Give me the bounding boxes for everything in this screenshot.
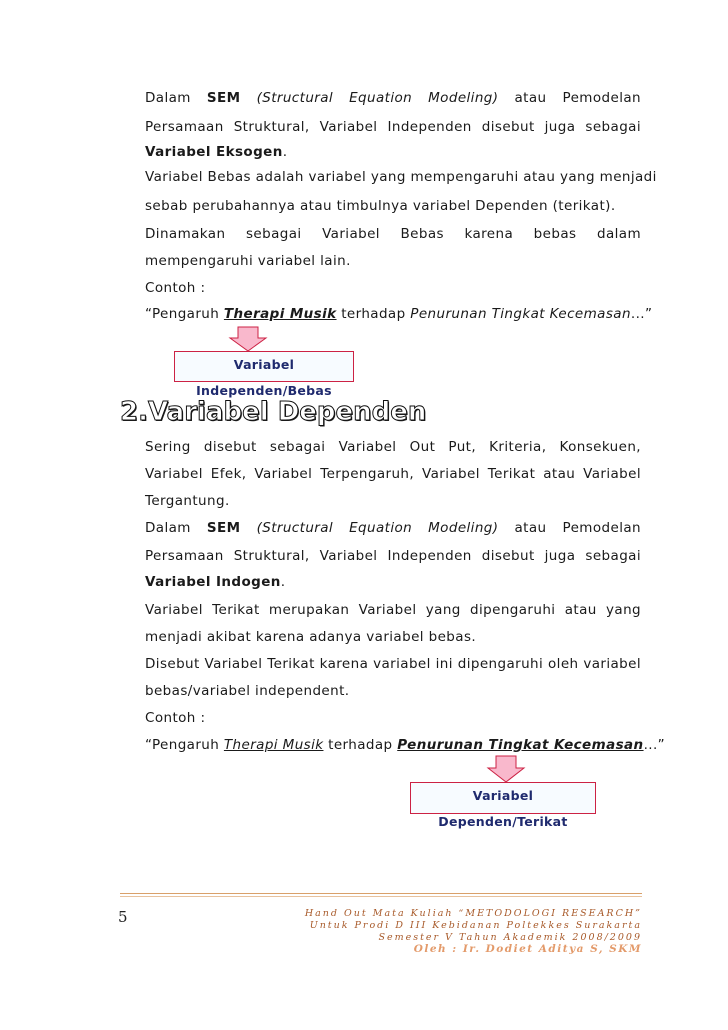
paragraph-line: menjadi akibat karena adanya variabel bebas. bbox=[145, 629, 477, 645]
paragraph-line: Variabel Efek, Variabel Terpengaruh, Variabel Terikat atau Variabel bbox=[145, 466, 641, 482]
paragraph-line: Persamaan Struktural, Variabel Independen disebut juga sebagai bbox=[145, 548, 641, 564]
paragraph-line: Sering disebut sebagai Variabel Out Put, Kriteria, Konsekuen, bbox=[145, 439, 641, 455]
paragraph-line: Dinamakan sebagai Variabel Bebas karena bebas dalam bbox=[145, 226, 641, 242]
footer-rule bbox=[120, 893, 642, 894]
exogenous-term: Variabel Eksogen bbox=[145, 144, 283, 160]
sem-abbrev: SEM bbox=[206, 520, 241, 536]
footer-rule bbox=[120, 896, 642, 897]
independent-variable-callout: Variabel Independen/Bebas bbox=[174, 351, 354, 382]
footer-program-line: Untuk Prodi D III Kebidanan Poltekkes Surakarta bbox=[309, 920, 642, 931]
dependent-variable-callout: Variabel Dependen/Terikat bbox=[410, 782, 596, 814]
text-word: Dalam bbox=[145, 90, 191, 106]
example-line bbox=[145, 304, 653, 324]
example-text: terhadap bbox=[336, 306, 411, 322]
sem-intro-line bbox=[145, 88, 641, 108]
sem-full-name: (Structural Equation Modeling) bbox=[256, 90, 499, 106]
down-arrow-icon bbox=[228, 326, 268, 352]
contoh-label: Contoh : bbox=[145, 280, 206, 296]
text-word: atau bbox=[514, 90, 547, 106]
sem-intro-line bbox=[145, 518, 641, 538]
paragraph-line: bebas/variabel independent. bbox=[145, 683, 350, 699]
sem-full-name: (Structural Equation Modeling) bbox=[256, 520, 499, 536]
term-line bbox=[145, 572, 641, 592]
endogenous-term: Variabel Indogen bbox=[145, 574, 281, 590]
example-text: “Pengaruh bbox=[145, 737, 224, 753]
example-text: ...” bbox=[643, 737, 666, 753]
paragraph-line: Variabel Bebas adalah variabel yang mempengaruhi atau yang menjadi bbox=[145, 169, 657, 185]
footer-course-line: Hand Out Mata Kuliah “METODOLOGI RESEARCH” bbox=[304, 908, 642, 919]
period: . bbox=[280, 574, 286, 590]
paragraph-line: sebab perubahannya atau timbulnya variabel Dependen (terikat). bbox=[145, 198, 616, 214]
contoh-label: Contoh : bbox=[145, 710, 206, 726]
term-line bbox=[145, 142, 641, 162]
decrease-term: Penurunan Tingkat Kecemasan bbox=[397, 737, 644, 753]
text-word: Pemodelan bbox=[562, 90, 641, 106]
footer-semester-line: Semester V Tahun Akademik 2008/2009 bbox=[378, 932, 642, 943]
therapy-term: Therapi Musik bbox=[223, 737, 324, 753]
paragraph-line: Tergantung. bbox=[145, 493, 230, 509]
paragraph-line: Disebut Variabel Terikat karena variabel ini dipengaruhi oleh variabel bbox=[145, 656, 641, 672]
example-text: terhadap bbox=[323, 737, 398, 753]
page-number: 5 bbox=[118, 908, 128, 926]
text-word: atau bbox=[514, 520, 547, 536]
paragraph-line: Variabel Terikat merupakan Variabel yang dipengaruhi atau yang bbox=[145, 602, 641, 618]
therapy-term: Therapi Musik bbox=[223, 306, 337, 322]
example-line bbox=[145, 735, 666, 755]
section-heading: 2.Variabel Dependen bbox=[120, 397, 427, 427]
period: . bbox=[282, 144, 288, 160]
example-text: “Pengaruh bbox=[145, 306, 224, 322]
decrease-term: Penurunan Tingkat Kecemasan bbox=[410, 306, 631, 322]
paragraph-line: mempengaruhi variabel lain. bbox=[145, 253, 351, 269]
text-word: Dalam bbox=[145, 520, 191, 536]
sem-abbrev: SEM bbox=[206, 90, 241, 106]
paragraph-line: Persamaan Struktural, Variabel Independen disebut juga sebagai bbox=[145, 119, 641, 135]
text-word: Pemodelan bbox=[562, 520, 641, 536]
down-arrow-icon bbox=[486, 755, 526, 783]
example-text: ...” bbox=[630, 306, 653, 322]
footer-author-line: Oleh : Ir. Dodiet Aditya S, SKM bbox=[413, 943, 642, 955]
